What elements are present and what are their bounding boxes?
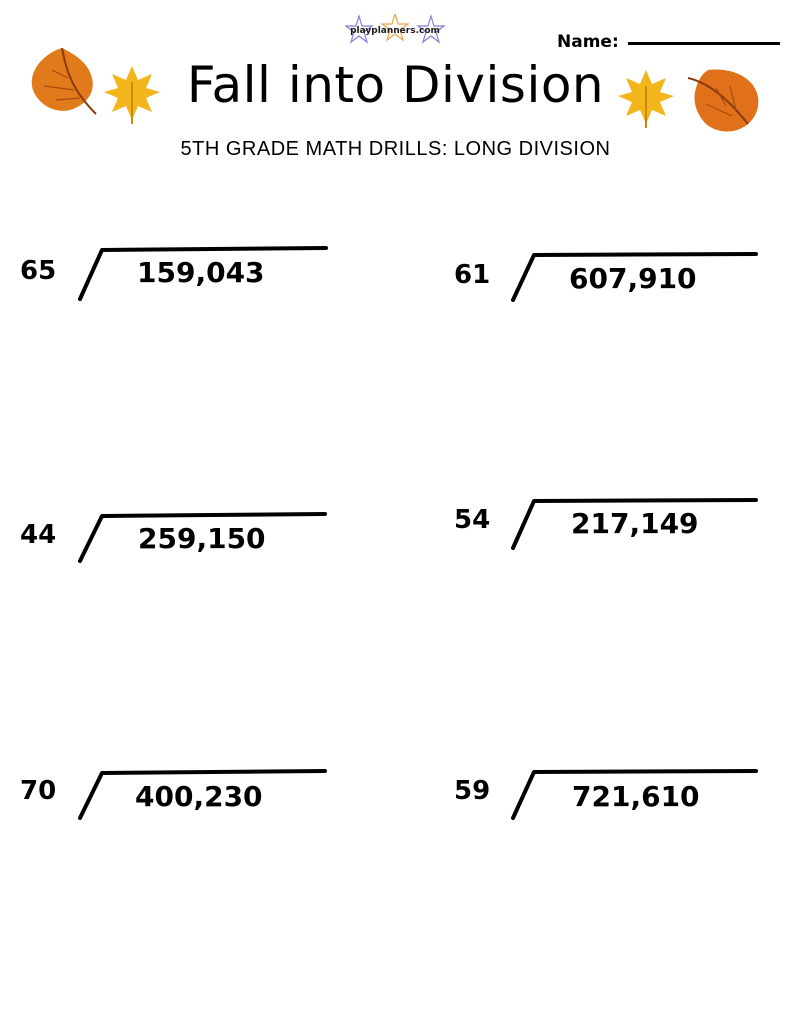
division-problem[interactable] xyxy=(20,512,350,582)
divisor: 54 xyxy=(454,505,491,535)
dividend: 159,043 xyxy=(137,256,265,289)
divisor: 61 xyxy=(454,260,491,290)
division-problem[interactable] xyxy=(20,768,350,838)
logo-text: playplanners.com xyxy=(350,26,440,36)
page-title: Fall into Division xyxy=(186,56,605,114)
division-problem[interactable] xyxy=(454,768,784,838)
dividend: 607,910 xyxy=(569,262,697,295)
divisor: 44 xyxy=(20,520,57,550)
name-field-line[interactable] xyxy=(628,42,780,45)
dividend: 217,149 xyxy=(571,507,699,540)
name-label: Name: xyxy=(557,32,619,52)
site-logo xyxy=(345,14,445,48)
dividend: 721,610 xyxy=(572,780,700,813)
dividend: 259,150 xyxy=(138,522,266,555)
division-problem[interactable] xyxy=(454,497,784,567)
divisor: 70 xyxy=(20,776,57,806)
page-subtitle: 5TH GRADE MATH DRILLS: LONG DIVISION xyxy=(180,138,611,160)
divisor: 59 xyxy=(454,776,491,806)
divisor: 65 xyxy=(20,256,57,286)
division-problem[interactable] xyxy=(454,250,784,320)
dividend: 400,230 xyxy=(135,780,263,813)
division-problem[interactable] xyxy=(20,246,350,316)
